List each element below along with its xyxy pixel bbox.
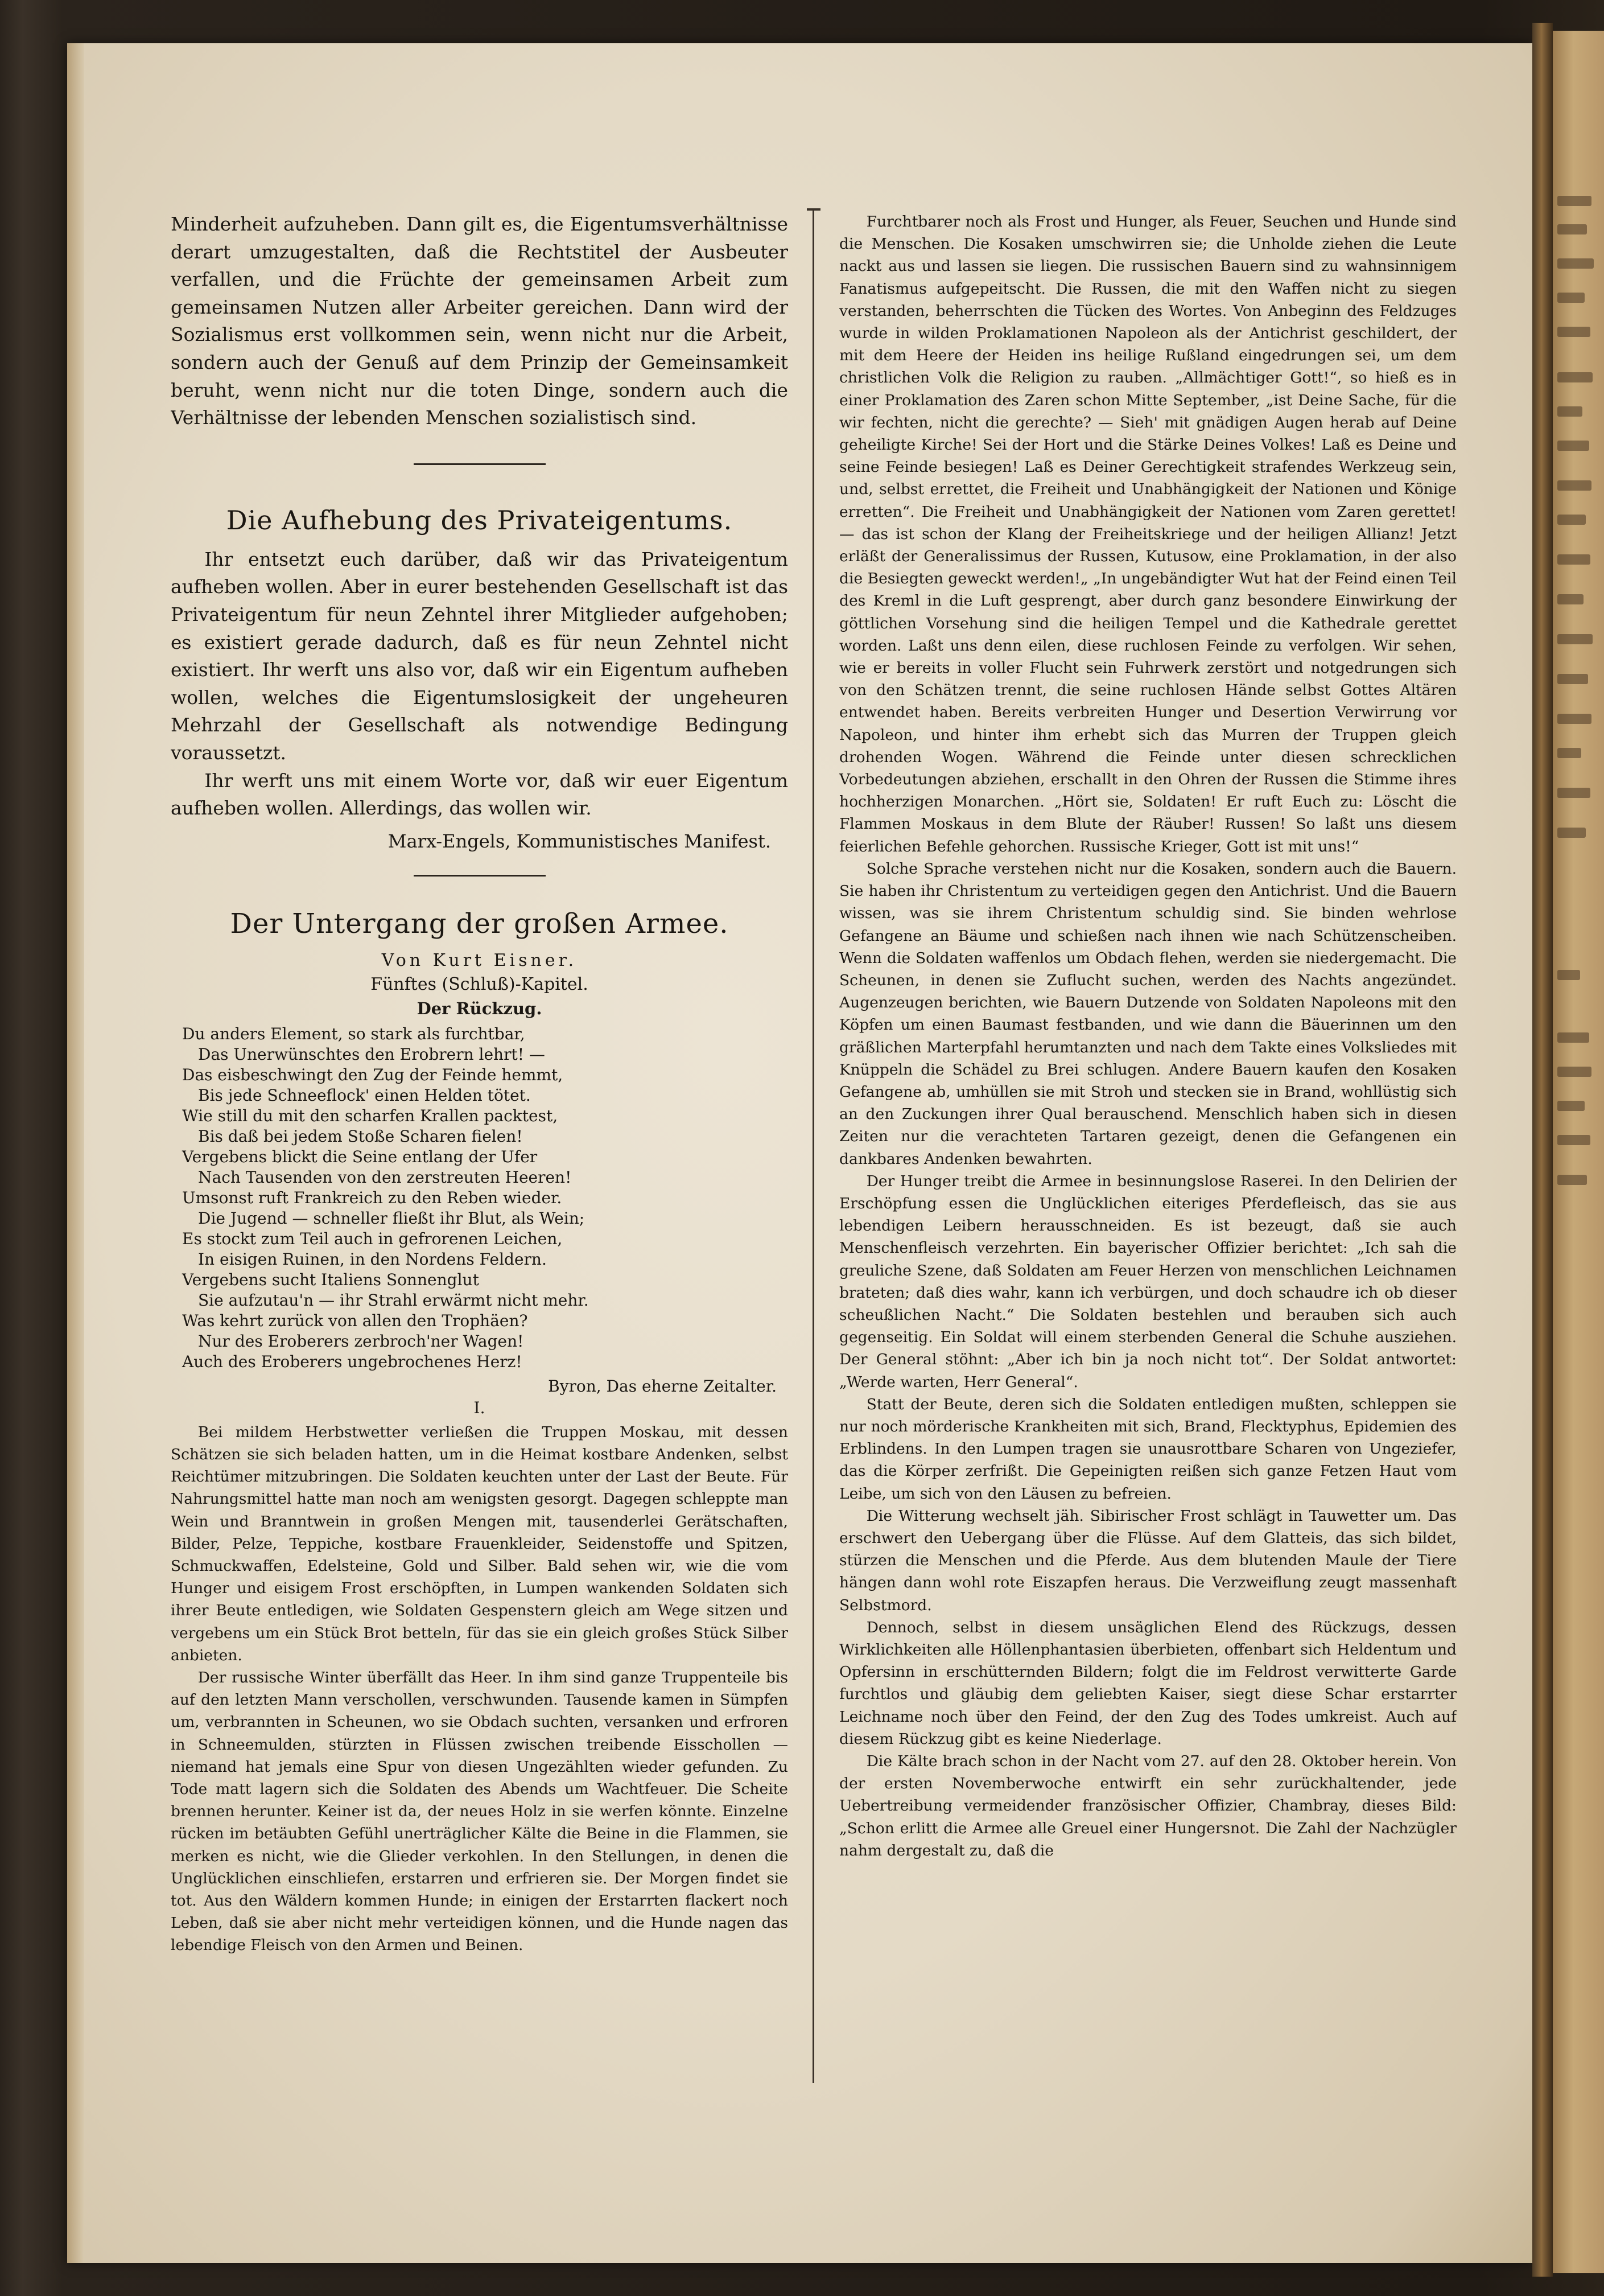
poem-line: Das eisbeschwingt den Zug der Feinde hemmt,	[182, 1065, 563, 1084]
article2-paragraph: Der russische Winter überfällt das Heer. In ihm sind ganze Truppenteile bis auf den letzten Mann verschollen, verschwunden. Tausende kamen in Sümpfen um, verbrannten in Scheunen, wo sie Obdach suchten, versanken und erfroren in Schneemulden, stürzten in Flüssen zwischen treibende Eisschollen — niemand hat jemals eine Spur von diesen Ungezählten wieder gefunden. Zu Tode matt lagern sich die Soldaten des Abends um Wachtfeuer. Die Scheite brennen herunter. Keiner ist da, der neues Holz in sie werfen könnte. Einzelne rücken im betäubten Gefühl unerträglicher Kälte die Beine in die Flammen, sie merken es nicht, wie die Glieder verkohlen. In den Stellungen, in denen die Unglücklichen einschliefen, erstarren und erfrieren sie. Der Morgen findet sie tot. Aus den Wäldern kommen Hunde; in einigen der Erstarrten flackert noch Leben, daß sie aber nicht mehr verteidigen können, und die Hunde nagen das lebendige Fleisch von den Armen und Beinen.	[171, 1668, 788, 1955]
right-paragraph: Die Kälte brach schon in der Nacht vom 27. auf den 28. Oktober herein. Von der ersten Novemberwoche entwirft ein sehr zurückhaltender, jede Uebertreibung vermeidender französischer Offizier, Chambray, dieses Bild: „Schon erlitt die Armee alle Greuel einer Hungersnot. Die Zahl der Nachzügler nahm dergestalt zu, daß die	[839, 1752, 1457, 1859]
article2-section-heading: Der Rückzug.	[417, 998, 542, 1018]
article1-paragraph: Ihr werft uns mit einem Worte vor, daß wir euer Eigentum aufheben wollen. Allerdings, das wollen wir.	[171, 769, 788, 820]
poem-attribution: Byron, Das eherne Zeitalter.	[548, 1376, 777, 1396]
section-divider	[414, 875, 546, 877]
right-paragraph: Statt der Beute, deren sich die Soldaten entledigen mußten, schleppen sie nur noch mörderische Krankheiten mit sich, Brand, Flecktyphus, Epidemien des Erblindens. In den Lumpen tragen sie unausrottbare Scharen von Ungeziefer, das die Körper zerfrißt. Die Gepeinigten reißen sich ganze Fetzen Haut vom Leibe, um sich von den Läusen zu befreien.	[839, 1395, 1457, 1503]
article-title-untergang: Der Untergang der großen Armee.	[230, 907, 729, 940]
right-column	[839, 211, 1457, 2083]
page-left-edge	[67, 43, 84, 2263]
poem-line: Vergebens blickt die Seine entlang der Ufer	[182, 1147, 538, 1166]
poem-line: Umsonst ruft Frankreich zu den Reben wieder.	[182, 1188, 562, 1207]
article1-attribution: Marx-Engels, Kommunistisches Manifest.	[387, 830, 771, 852]
left-column	[171, 211, 788, 2083]
article1-paragraph: Ihr entsetzt euch darüber, daß wir das Privateigentum aufheben wollen. Aber in eurer bestehenden Gesellschaft ist das Privateigentum für neun Zehntel ihrer Mitglieder aufgehoben; es existiert gerade dadurch, daß es für neun Zehntel nicht existiert. Ihr werft uns also vor, daß wir ein Eigentum aufheben wollen, welches die Eigentumslosigkeit der ungeheuren Mehrzahl der Gesellschaft als notwendige Bedingung voraussetzt.	[171, 548, 788, 764]
poem-line: Was kehrt zurück von allen den Trophäen?	[182, 1311, 528, 1330]
poem-line: Sie aufzutau'n — ihr Strahl erwärmt nicht mehr.	[198, 1290, 589, 1310]
page-content	[171, 211, 1457, 2083]
article-title-aufhebung: Die Aufhebung des Privateigentums.	[226, 504, 733, 536]
column-divider	[813, 211, 814, 2083]
poem-line: Es stockt zum Teil auch in gefrorenen Leichen,	[182, 1229, 563, 1248]
epigraph-poem	[171, 1024, 788, 1372]
right-paragraph: Der Hunger treibt die Armee in besinnungslose Raserei. In den Delirien der Erschöpfung essen die Unglücklichen eiteriges Pferdefleisch, das sie aus lebendigen Leibern herausschneiden. Es ist bezeugt, daß sie auch Menschenfleisch verzehrten. Ein bayerischer Offizier berichtet: „Ich sah die greuliche Szene, daß Soldaten am Feuer Herzen von menschlichen Leichnamen brateten; daß dies wahr, kann ich verbürgen, und doch schaudre ich ob dieser scheußlichen Nacht.“ Die Soldaten bestehlen und berauben sich auch gegenseitig. Ein Soldat will einem sterbenden General die Schuhe ausziehen. Der General stöhnt: „Aber ich bin ja noch nicht tot“. Der Soldat antwortet: „Werde warten, Herr General“.	[839, 1172, 1457, 1391]
section-number: I.	[473, 1398, 485, 1417]
right-paragraph: Solche Sprache verstehen nicht nur die Kosaken, sondern auch die Bauern. Sie haben ihr Christentum zu verteidigen gegen den Antichrist. Und die Bauern wissen, was sie ihrem Christentum schuldig sind. Sie binden wehrlose Gefangene an Bäume und schießen nach ihnen wie nach Schützenscheiben. Wenn die Soldaten waffenlos um Obdach flehen, werden sie niedergemacht. Die Scheunen, in denen sie Zuflucht suchen, werden des Nachts angezündet. Augenzeugen berichten, wie Bauern Dutzende von Soldaten Napoleons mit den Köpfen um einen Baumast festbanden, und wie dann die Bäuerinnen um den gräßlichen Marterpfahl herumtanzten und nach dem Takte eines Volksliedes mit Knüppeln die Schädel zu Brei schlugen. Andere Bauern kaufen den Kosaken Gefangene ab, umhüllen sie mit Stroh und stecken sie in Brand, wohllüstig sich an den Zuckungen ihrer Qual berauschend. Menschlich haben sich in diesen Zeiten nur die verachteten Tartaren gezeigt, denen die Gefangenen ein dankbares Andenken bewahrten.	[839, 859, 1457, 1168]
article2-byline: Von Kurt Eisner.	[381, 950, 578, 970]
poem-line: Wie still du mit den scharfen Krallen packtest,	[182, 1106, 558, 1125]
poem-line: Nach Tausenden von den zerstreuten Heeren!	[198, 1167, 572, 1187]
book-gutter	[1532, 23, 1553, 2277]
article2-chapter: Fünftes (Schluß)-Kapitel.	[370, 974, 588, 994]
right-paragraph: Furchtbarer noch als Frost und Hunger, als Feuer, Seuchen und Hunde sind die Menschen. Die Kosaken umschwirren sie; die Unholde ziehen die Leute nackt aus und lassen sie liegen. Die russischen Bauern sind zu wahnsinnigem Fanatismus aufgepeitscht. Die Russen, die mit den Waffen nicht zu siegen verstanden, beherrschten die Tücken des Wortes. Von Anbeginn des Feldzuges wurde in wilden Proklamationen Napoleon als der Antichrist geschildert, der mit dem Heere der Heiden ins heilige Rußland eingedrungen sei, um dem christlichen Volk die Religion zu rauben. „Allmächtiger Gott!“, so hieß es in einer Proklamation des Zaren schon Mitte September, „ist Deine Sache, für die wir fechten, nicht die gerechte? — Sieh' mit gnädigen Augen herab auf Deine geheiligte Kirche! Sei der Hort und die Stärke Deines Volkes! Laß es Deine und seine Feinde besiegen! Laß es Deiner Gerechtigkeit strafendes Werkzeug sein, und, selbst errettet, die Freiheit und Unabhängigkeit der Nationen und Könige erretten“. Die Freiheit und Unabhängigkeit der Nationen vom Zaren gerettet! — das ist schon der Klang der Freiheitskriege und der heiligen Allianz! Jetzt erläßt der Generalissimus der Russen, Kutusow, eine Proklamation, in der also die Besiegten geweckt werden!„ „In ungebändigter Wut hat der Feind einen Teil des Kreml in die Luft gesprengt, aber durch ganz besondere Einwirkung der göttlichen Vorsehung sind die heiligen Tempel und die Kathedrale gerettet worden. Laßt uns denn eilen, diese ruchlosen Feinde zu verfolgen. Wir sehen, wie er bereits in voller Flucht sein Fuhrwerk zerstört und notgedrungen sich von den Schätzen trennt, die seine ruchlosen Hände selbst Gottes Altären entwendet haben. Bereits verbreiten Hunger und Desertion Verwirrung vor Napoleon, und hinter ihm erhebt sich das Murren der Truppen gleich drohenden Wogen. Während die Feinde unter diesen schrecklichen Vorbedeutungen abziehen, erschallt in den Ohren der Russen die Stimme ihres hochherzigen Monarchen. „Hört sie, Soldaten! Er ruft Euch zu: Löscht die Flammen Moskaus in dem Blute der Räuber! Russen! So laßt uns diesem feierlichen Befehle gehorchen. Russische Krieger, Gott ist mit uns!“	[839, 213, 1457, 855]
poem-line: Nur des Eroberers zerbroch'ner Wagen!	[198, 1331, 524, 1351]
section-divider	[414, 463, 546, 465]
adjacent-page-edge	[1553, 31, 1604, 2273]
poem-line: Die Jugend — schneller fließt ihr Blut, als Wein;	[198, 1208, 585, 1228]
poem-line: Vergebens sucht Italiens Sonnenglut	[182, 1270, 479, 1289]
poem-line: Auch des Eroberers ungebrochenes Herz!	[182, 1352, 522, 1371]
right-paragraph: Dennoch, selbst in diesem unsäglichen Elend des Rückzugs, dessen Wirklichkeiten alle Höllenphantasien überbieten, offenbart sich Heldentum und Opfersinn in erschütternden Bildern; folgt die im Feldrost verwitterte Garde furchtlos und gläubig dem geliebten Kaiser, siegt diese Schar erstarrter Leichname noch über den Feind, der den Zug des Todes umkreist. Auch auf diesem Rückzug gibt es keine Niederlage.	[839, 1618, 1457, 1748]
intro-paragraph: Minderheit aufzuheben. Dann gilt es, die Eigentumsverhältnisse derart umzugestalten, daß die Rechtstitel der Ausbeuter verfallen, und die Früchte der gemeinsamen Arbeit zum gemeinsamen Nutzen aller Arbeiter gereichen. Dann wird der Sozialismus erst vollkommen sein, wenn nicht nur die Arbeit, sondern auch der Genuß auf dem Prinzip der Gemeinsamkeit beruht, wenn nicht nur die toten Dinge, sondern auch die Verhältnisse der lebenden Menschen sozialistisch sind.	[171, 213, 788, 429]
poem-line: Bis jede Schneeflock' einen Helden tötet.	[198, 1085, 531, 1105]
right-paragraph: Die Witterung wechselt jäh. Sibirischer Frost schlägt in Tauwetter um. Das erschwert den Uebergang über die Flüsse. Auf dem Glatteis, das sich bildet, stürzen die Menschen und die Pferde. Aus dem blutenden Maule der Tiere hängen dann wohl rote Eiszapfen heraus. Die Verzweiflung zeugt massenhaft Selbstmord.	[839, 1507, 1457, 1614]
poem-line: Bis daß bei jedem Stoße Scharen fielen!	[198, 1126, 523, 1146]
poem-line: Du anders Element, so stark als furchtbar,	[182, 1024, 525, 1043]
poem-line: In eisigen Ruinen, in den Nordens Feldern.	[198, 1249, 547, 1269]
article2-paragraph: Bei mildem Herbstwetter verließen die Truppen Moskau, mit dessen Schätzen sie sich beladen hatten, um in die Heimat kostbare Andenken, selbst Reichtümer mitzubringen. Die Soldaten keuchten unter der Last der Beute. Für Nahrungsmittel hatte man noch am wenigsten gesorgt. Dagegen schleppte man Wein und Branntwein in großen Mengen mit, tausenderlei Gerätschaften, Bilder, Pelze, Teppiche, kostbare Frauenkleider, Seidenstoffe und Spitzen, Schmuckwaffen, Edelsteine, Gold und Silber. Bald sehen wir, wie die vom Hunger und eisigem Frost erschöpften, in Lumpen wankenden Soldaten sich ihrer Beute entledigen, wie Soldaten Gespenstern gleich am Wege sitzen und vergebens um ein Stück Brot betteln, für das sie ein gleich großes Stück Silber anbieten.	[171, 1423, 788, 1664]
poem-line: Das Unerwünschtes den Erobrern lehrt! —	[198, 1044, 545, 1064]
